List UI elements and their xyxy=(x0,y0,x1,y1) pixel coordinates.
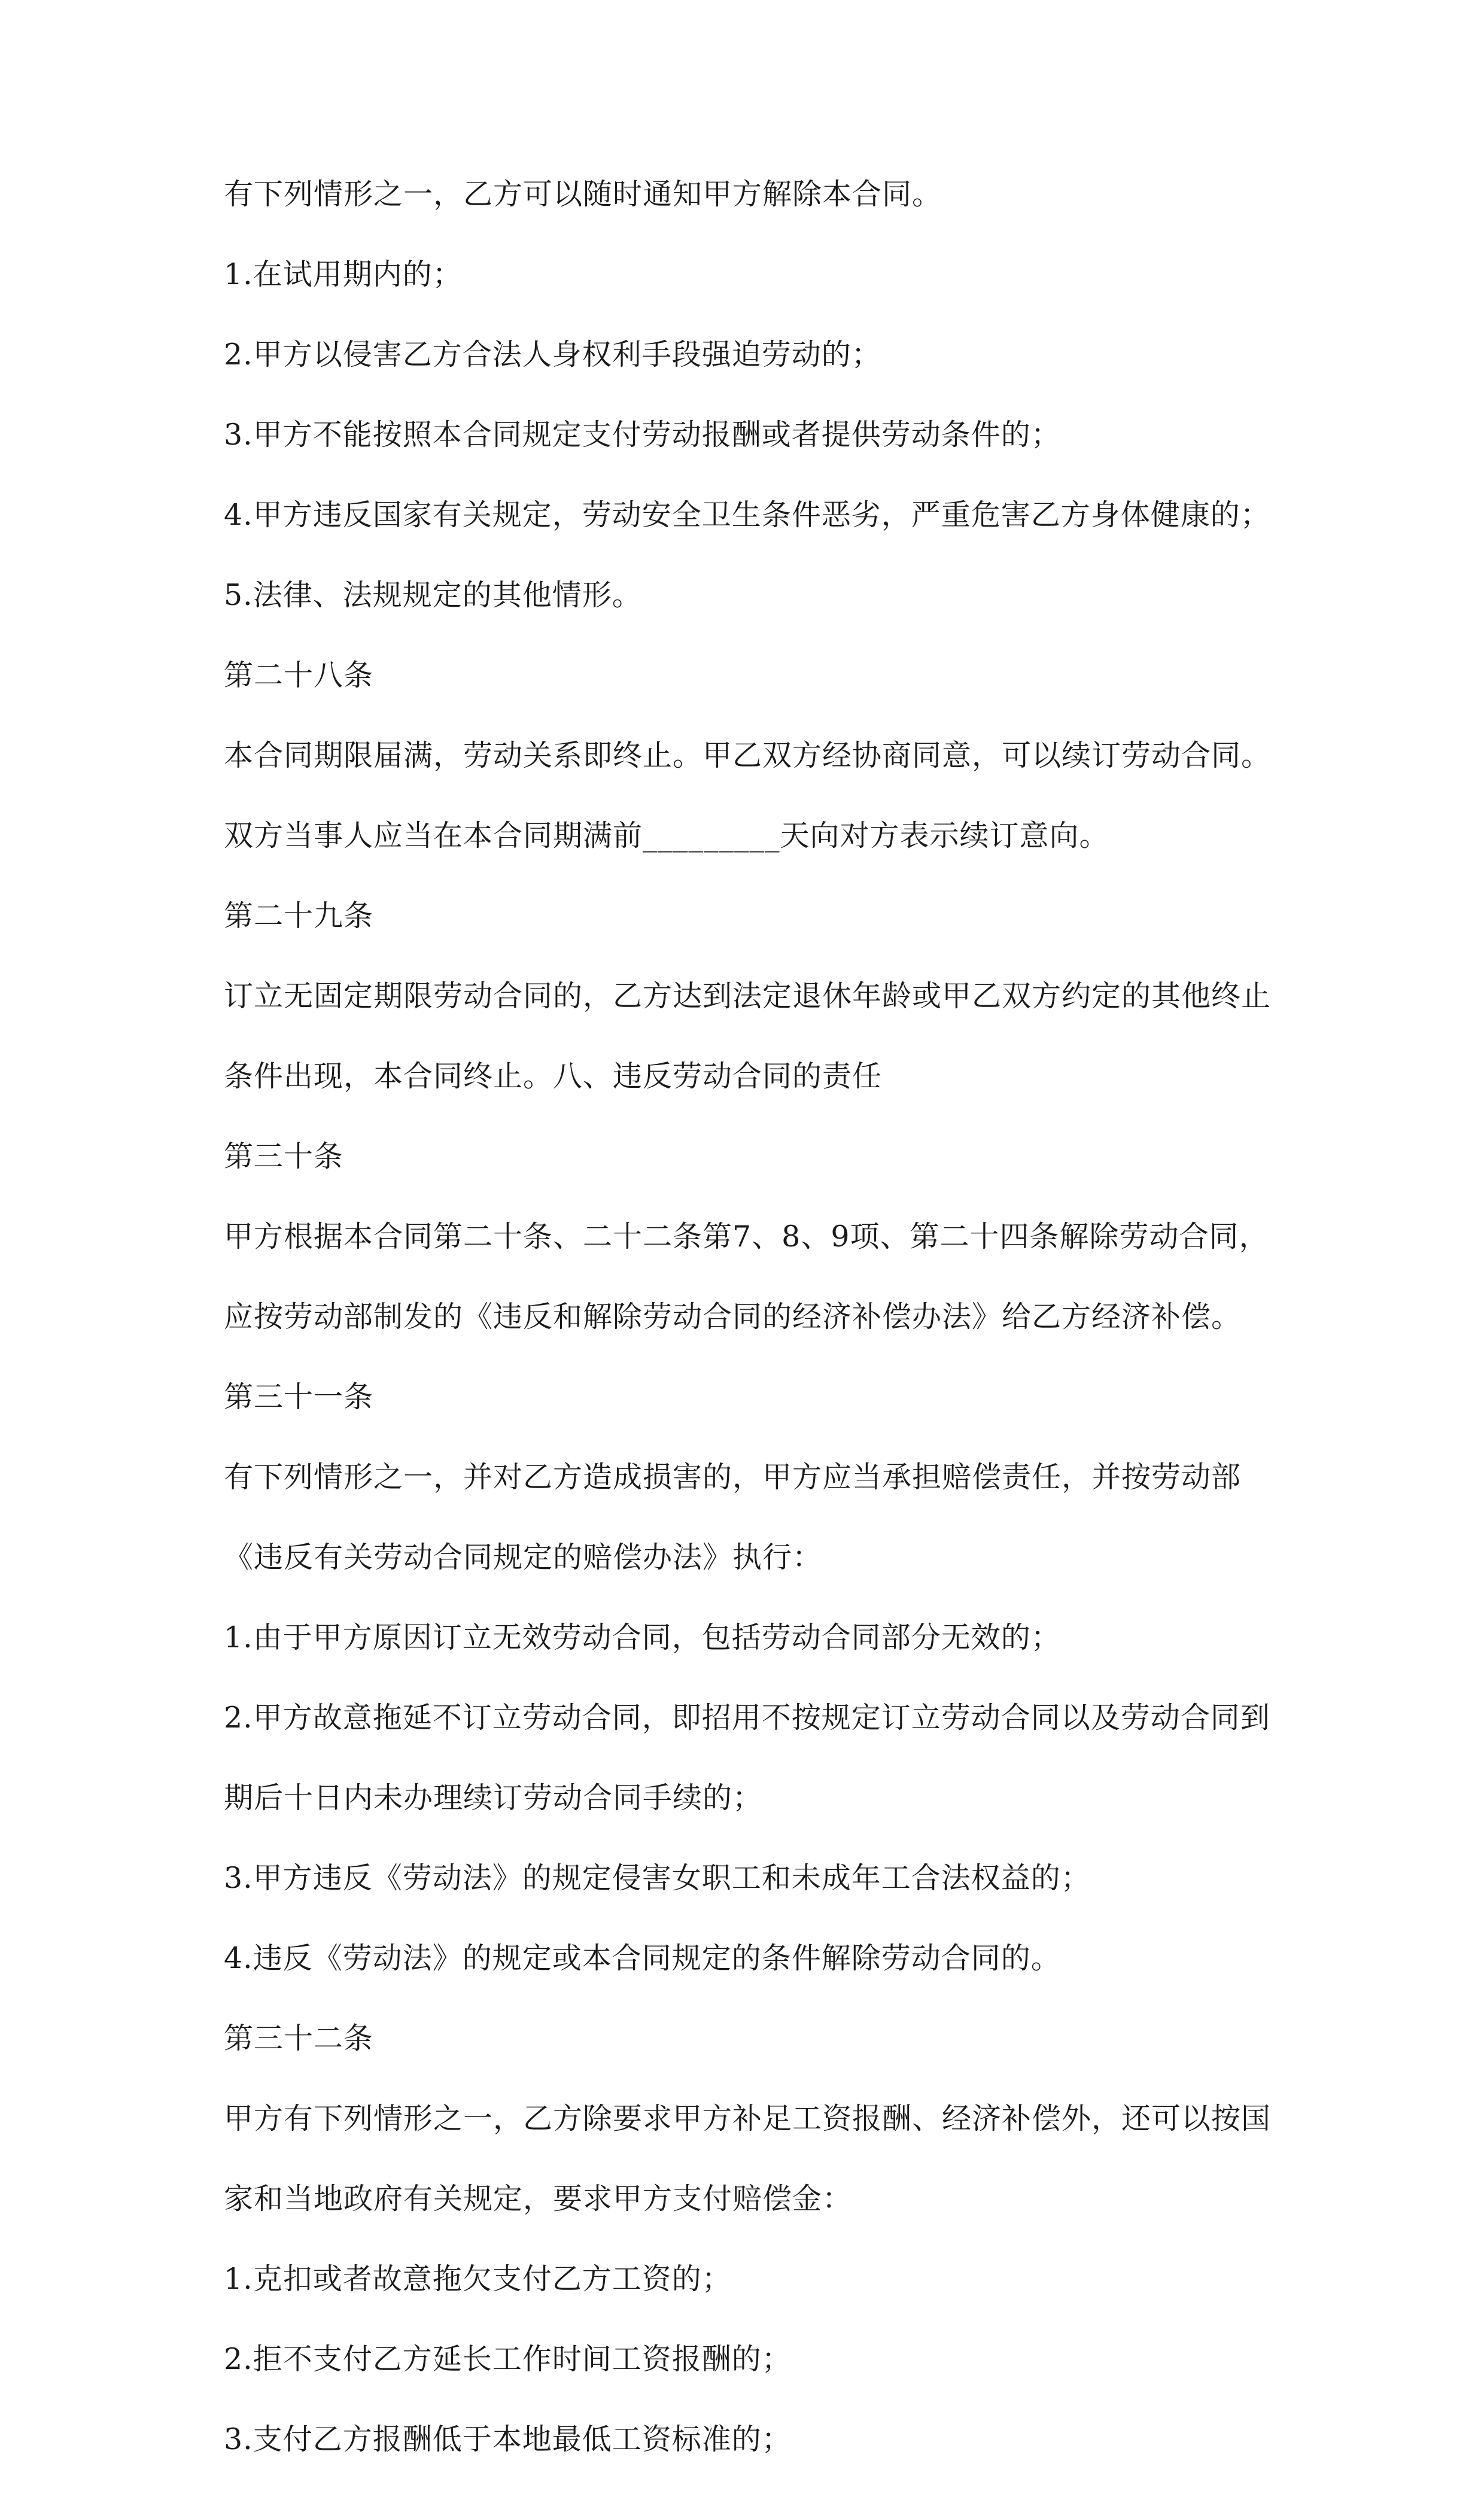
list-item: 3.支付乙方报酬低于本地最低工资标准的； xyxy=(224,2422,792,2456)
article-heading: 第三十一条 xyxy=(224,1380,374,1414)
list-item: 1.由于甲方原因订立无效劳动合同，包括劳动合同部分无效的； xyxy=(224,1620,1061,1654)
list-item: 1.克扣或者故意拖欠支付乙方工资的； xyxy=(224,2262,732,2296)
list-item: 2.甲方故意拖延不订立劳动合同，即招用不按规定订立劳动合同以及劳动合同到 xyxy=(224,1701,1270,1735)
text-line: 有下列情形之一，并对乙方造成损害的，甲方应当承担赔偿责任，并按劳动部 xyxy=(224,1460,1242,1494)
text-line: 有下列情形之一，乙方可以随时通知甲方解除本合同。 xyxy=(224,177,942,211)
text-line: 本合同期限届满，劳动关系即终止。甲乙双方经协商同意，可以续订劳动合同。 xyxy=(224,738,1272,772)
article-heading: 第二十九条 xyxy=(224,899,374,933)
list-item: 4.违反《劳动法》的规定或本合同规定的条件解除劳动合同的。 xyxy=(224,1941,1061,1975)
text-line: 双方当事人应当在本合同期满前_________天向对方表示续订意向。 xyxy=(224,819,1109,853)
article-heading: 第三十条 xyxy=(224,1139,344,1173)
text-line: 期后十日内未办理续订劳动合同手续的； xyxy=(224,1781,763,1815)
article-heading: 第二十八条 xyxy=(224,658,374,692)
list-item: 2.甲方以侵害乙方合法人身权利手段强迫劳动的； xyxy=(224,337,881,372)
text-line: 条件出现，本合同终止。八、违反劳动合同的责任 xyxy=(224,1059,883,1093)
document-body xyxy=(224,175,1277,2500)
text-line: 家和当地政府有关规定，要求甲方支付赔偿金： xyxy=(224,2182,853,2216)
list-item: 5.法律、法规规定的其他情形。 xyxy=(224,578,642,612)
list-item: 4.甲方违反国家有关规定，劳动安全卫生条件恶劣，严重危害乙方身体健康的； xyxy=(224,498,1270,532)
text-line: 甲方根据本合同第二十条、二十二条第7、8、9项、第二十四条解除劳动合同， xyxy=(224,1219,1269,1254)
text-line: 应按劳动部制发的《违反和解除劳动合同的经济补偿办法》给乙方经济补偿。 xyxy=(224,1300,1242,1334)
list-item: 2.拒不支付乙方延长工作时间工资报酬的； xyxy=(224,2342,792,2376)
list-item: 3.甲方违反《劳动法》的规定侵害女职工和未成年工合法权益的； xyxy=(224,1861,1091,1895)
list-item: 1.在试用期内的； xyxy=(224,257,463,291)
list-item: 3.甲方不能按照本合同规定支付劳动报酬或者提供劳动条件的； xyxy=(224,418,1061,452)
text-line: 甲方有下列情形之一，乙方除要求甲方补足工资报酬、经济补偿外，还可以按国 xyxy=(224,2101,1272,2136)
article-heading: 第三十二条 xyxy=(224,2021,374,2055)
text-line: 《违反有关劳动合同规定的赔偿办法》执行： xyxy=(224,1540,823,1574)
text-line: 订立无固定期限劳动合同的，乙方达到法定退休年龄或甲乙双方约定的其他终止 xyxy=(224,979,1272,1013)
